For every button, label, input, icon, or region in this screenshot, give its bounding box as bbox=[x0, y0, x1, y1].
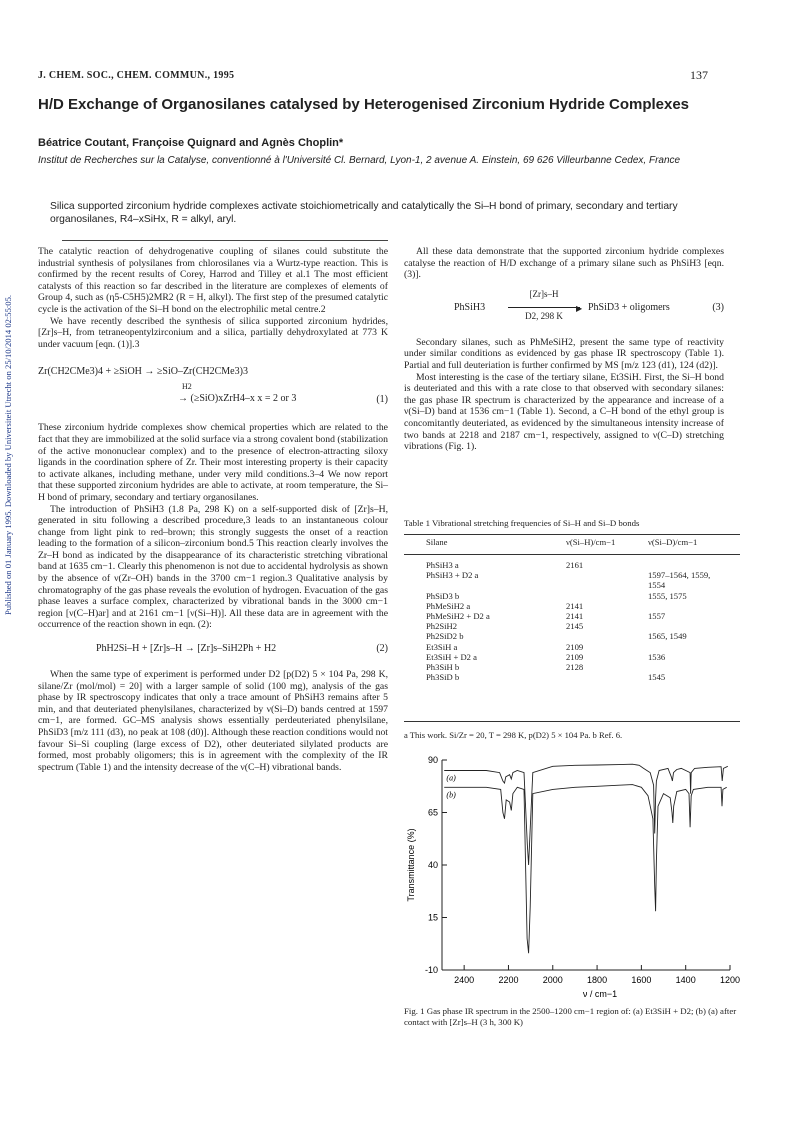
table-cell-silane: Ph3SiH b bbox=[426, 662, 460, 673]
table-cell-silane: Et3SiH + D2 a bbox=[426, 651, 477, 662]
right-paragraph-1: All these data demonstrate that the supported zirconium hydride complexes catalyse the reaction of H/D exchange of a primary silane such as PhSiH3 [eqn. (3)]. bbox=[404, 246, 724, 281]
equation-1-over: H2 bbox=[182, 381, 192, 391]
table-cell-silane: PhSiD3 b bbox=[426, 590, 460, 601]
table-cell-silane: Ph2SiD2 b bbox=[426, 631, 464, 642]
equation-1-line-1: Zr(CH2CMe3)4 + ≥SiOH → ≥SiO–Zr(CH2CMe3)3 bbox=[38, 366, 248, 378]
table-cell-sid bbox=[648, 621, 740, 631]
table-header-sih: ν(Si–H)/cm−1 bbox=[566, 537, 616, 547]
table-cell-sid: 1557 bbox=[648, 611, 666, 622]
equation-2-number: (2) bbox=[376, 643, 388, 655]
x-tick-label: 1400 bbox=[675, 975, 696, 985]
table-1-body bbox=[404, 560, 740, 682]
table-cell-sih: 2145 bbox=[566, 621, 584, 632]
table-header-silane: Silane bbox=[426, 537, 448, 547]
y-tick-label: 90 bbox=[427, 755, 438, 765]
table-cell-sih: 2109 bbox=[566, 641, 584, 652]
table-row bbox=[404, 560, 740, 570]
table-cell-sih bbox=[566, 631, 648, 641]
table-cell-sid bbox=[648, 601, 740, 611]
y-tick-label: 65 bbox=[427, 807, 438, 818]
equation-1-line-2: → (≥SiO)xZrH4–x x = 2 or 3 bbox=[178, 392, 297, 404]
table-cell-sid: 1555, 1575 bbox=[648, 590, 687, 601]
table-cell-sid bbox=[648, 642, 740, 652]
table-row bbox=[404, 601, 740, 611]
equation-2 bbox=[96, 643, 388, 657]
y-tick-label: 15 bbox=[427, 912, 438, 923]
left-column bbox=[38, 246, 388, 773]
equation-3-top: [Zr]s–H bbox=[529, 288, 559, 299]
table-bottom-rule bbox=[404, 721, 740, 722]
y-tick-label: 40 bbox=[427, 860, 438, 870]
x-tick-label: 2400 bbox=[454, 975, 475, 985]
table-header-sid: ν(Si–D)/cm−1 bbox=[648, 537, 698, 547]
table-1-grid bbox=[404, 537, 740, 547]
x-tick-label: 1600 bbox=[631, 975, 652, 985]
page-number: 137 bbox=[690, 68, 708, 82]
table-caption: Table 1 Vibrational stretching frequencies of Si–H and Si–D bonds bbox=[404, 518, 640, 528]
authors: Béatrice Coutant, Françoise Quignard and Agnès Choplin* bbox=[38, 137, 344, 149]
table-cell-silane: PhSiH3 a bbox=[426, 560, 459, 570]
table-cell-sid: 1565, 1549 bbox=[648, 631, 687, 642]
download-sidebar bbox=[0, 240, 18, 680]
right-paragraph-3: Most interesting is the case of the tertiary silane, Et3SiH. First, the Si–H bond is deuteriated and this with a rate close to that observed with secondary silanes: the gas phase IR spectrum is characterized by the appearance and increase of a ν(Si–D) band at 1536 cm−1 (Table 1). Second, a C–H bond of the ethyl group is concomitantly deuteriated, as evidenced by the simultaneous intensity increase of two bands at 2218 and 2187 cm−1, respectively, assigned to ν(C–D) stretching vibrations (Fig. 1). bbox=[404, 371, 724, 453]
table-cell-sih bbox=[566, 580, 648, 590]
table-row bbox=[404, 570, 740, 580]
left-paragraph-3: These zirconium hydride complexes show chemical properties which are related to the fact that they are immobilized at the solid surface via a strong covalent bond (stabilization of the active mononuclear complex) and to the presence of electron-attracting siloxy ligands in the coordination sphere of Zr. Their most interesting property is their capacity to activate alkanes, including methane, under very mild conditions.3–4 We now report that these supported zirconium hydrides are able to activate, at room temperature, the Si–H bond of primary, secondary and tertiary organosilanes. bbox=[38, 422, 388, 503]
table-cell-sih bbox=[566, 672, 648, 682]
equation-2-text: PhH2Si–H + [Zr]s–H → [Zr]s–SiH2Ph + H2 bbox=[96, 643, 277, 655]
table-header-rule bbox=[404, 554, 740, 555]
table-cell-sid: 1597–1564, 1559, bbox=[648, 570, 711, 581]
table-row bbox=[404, 611, 740, 621]
table-row bbox=[404, 580, 740, 590]
table-row bbox=[404, 631, 740, 641]
table-row bbox=[404, 621, 740, 631]
equation-3-right: PhSiD3 + oligomers bbox=[588, 301, 670, 313]
series-label-b: (b) bbox=[446, 790, 456, 800]
article-title: H/D Exchange of Organosilanes catalysed by Heterogenised Zirconium Hydride Complexes bbox=[38, 96, 690, 113]
right-column bbox=[404, 246, 724, 453]
download-note: Published on 01 January 1995. Downloaded by Universiteit Utrecht on 25/10/2014 02:55:05. bbox=[3, 294, 13, 616]
right-paragraph-2: Secondary silanes, such as PhMeSiH2, present the same type of reactivity under similar conditions as evidenced by gas phase IR spectroscopy (Table 1). Partial and full deuteriation is further confirmed by MS [m/z 123 (d1), 124 (d2)]. bbox=[404, 336, 724, 371]
table-row bbox=[404, 642, 740, 652]
x-tick-label: 2200 bbox=[498, 975, 519, 985]
left-paragraph-5: When the same type of experiment is performed under D2 [p(D2) 5 × 104 Pa, 298 K, silane/Zr (mol/mol) = 20] with a larger sample of solid (100 mg), analysis of the gas phase by IR spectroscopy indicates that only a trace amount of PhSiH3 remains after 5 min, and that deuteriated phenylsilanes, characterized by ν(Si–D) bands centred at 1597 cm−1, are formed. GC–MS analysis shows essentially perdeuteriated phenylsilane, PhSiD3 [m/z 111 (d3), no peak at 108 (d0)]. Although these reaction conditions would not favour Si–Si coupling (large excess of D2), other deuteriated silylated products are formed, most probably oligomers; this is in agreement with the complexity of the IR spectrum (Table 1) and the intensity decrease of the ν(C–H) vibrational bands. bbox=[38, 669, 388, 773]
series-label-a: (a) bbox=[446, 773, 456, 783]
equation-3-arrow bbox=[508, 307, 580, 308]
table-cell-sih: 2109 bbox=[566, 651, 584, 662]
equation-3-number: (3) bbox=[712, 301, 724, 313]
table-cell-sih: 2128 bbox=[566, 662, 584, 673]
x-axis-label: ν / cm−1 bbox=[582, 989, 618, 999]
table-row bbox=[404, 662, 740, 672]
equation-3-left: PhSiH3 bbox=[454, 301, 486, 313]
equation-3-bottom: D2, 298 K bbox=[525, 310, 563, 321]
table-cell-sih: 2141 bbox=[566, 600, 584, 611]
left-paragraph-2: We have recently described the synthesis of silica supported zirconium hydrides, [Zr]s–H, from tetraneopentylzirconium and a silica, partially dehydroxylated at 773 K under vacuum [eqn. (1)].3 bbox=[38, 315, 388, 350]
x-tick-label: 1200 bbox=[719, 975, 740, 985]
equation-1 bbox=[38, 366, 388, 408]
table-cell-sih: 2141 bbox=[566, 611, 584, 622]
table-cell-silane bbox=[404, 580, 566, 590]
table-1 bbox=[404, 537, 740, 547]
table-cell-silane: PhMeSiH2 + D2 a bbox=[426, 611, 490, 622]
table-cell-sid: 1554 bbox=[648, 580, 666, 591]
table-cell-sih bbox=[566, 570, 648, 580]
abstract-rule bbox=[62, 240, 388, 241]
table-top-rule bbox=[404, 534, 740, 535]
affiliation: Institut de Recherches sur la Catalyse, conventionné à l'Université Cl. Bernard, Lyon-1, 2 avenue A. Einstein, 69 626 Villeurbanne Cedex, France bbox=[38, 155, 681, 166]
figure-caption: Fig. 1 Gas phase IR spectrum in the 2500–1200 cm−1 region of: (a) Et3SiH + D2; (b) (a) after contact with [Zr]s–H (3 h, 300 K) bbox=[404, 1006, 737, 1027]
table-row bbox=[404, 672, 740, 682]
equation-3 bbox=[404, 289, 724, 329]
table-cell-silane: Ph2SiH2 bbox=[426, 621, 458, 632]
left-paragraph-4: The introduction of PhSiH3 (1.8 Pa, 298 K) on a self-supported disk of [Zr]s–H, generated in situ following a described procedure,3 leads to an instantaneous colour change from light pink to red–brown; this strongly suggests the onset of a reaction leading to the formation of a silicon–zirconium bond.5 This reaction clearly involves the Zr–H bond as indicated by the disappearance of its characteristic stretching vibrational band at 1635 cm−1. Clearly this phenomenon is not due to accidental hydrolysis as shown by the absence of ν(Zr–OH) bands in the 3700 cm−1 region.3 Qualitative analysis by chromatography of the gas phase reveals the evolution of hydrogen. Evacuation of the gas phase leaves a surface complex, characterized by vibrational bands in the 3000 cm−1 region [ν(C–H)ar] and at 2161 cm−1 [ν(Si–H)]. All these data are in agreement with the occurrence of the reaction shown in eqn. (2): bbox=[38, 503, 388, 631]
table-cell-sih: 2161 bbox=[566, 560, 584, 570]
abstract: Silica supported zirconium hydride complexes activate stoichiometrically and catalytically the Si–H bond of primary, secondary and tertiary organosilanes, R4–xSiHx, R = alkyl, aryl. bbox=[50, 201, 678, 225]
table-cell-sid bbox=[648, 662, 740, 672]
equation-3-arrowhead: ▶ bbox=[576, 303, 583, 313]
equation-1-number: (1) bbox=[376, 394, 388, 406]
journal-header: J. CHEM. SOC., CHEM. COMMUN., 1995 bbox=[38, 70, 235, 81]
x-tick-label: 1800 bbox=[587, 975, 608, 985]
table-cell-sid: 1545 bbox=[648, 672, 666, 683]
y-tick-label: -10 bbox=[424, 965, 438, 975]
table-cell-sid bbox=[648, 560, 740, 570]
x-tick-label: 2000 bbox=[542, 975, 563, 985]
table-cell-silane: Et3SiH a bbox=[426, 641, 458, 652]
table-footnote: a This work. Si/Zr = 20, T = 298 K, p(D2) 5 × 104 Pa. b Ref. 6. bbox=[404, 730, 623, 740]
y-axis-label: Transmittance (%) bbox=[406, 828, 416, 902]
spectrum-line-b bbox=[444, 785, 727, 954]
table-row bbox=[404, 652, 740, 662]
table-cell-silane: PhMeSiH2 a bbox=[426, 600, 471, 611]
ir-spectrum-chart bbox=[400, 748, 740, 1006]
table-1-body-grid bbox=[404, 560, 740, 682]
table-row bbox=[404, 591, 740, 601]
table-cell-sih bbox=[566, 591, 648, 601]
table-cell-silane: Ph3SiD b bbox=[426, 672, 460, 683]
table-header-row bbox=[404, 537, 740, 547]
spectrum-line-a bbox=[444, 764, 728, 865]
table-cell-silane: PhSiH3 + D2 a bbox=[426, 570, 479, 581]
table-cell-sid: 1536 bbox=[648, 651, 666, 662]
left-paragraph-1: The catalytic reaction of dehydrogenative coupling of silanes could substitute the industrial synthesis of polysilanes from chlorosilanes via a Wurtz-type reaction. This is confirmed by the recent results of Corey, Harrod and Tilley et al.1 The most efficient catalysts of this reaction so far described in the literature are complexes of elements of Group 4, such as (η5-C5H5)2MR2 (R = H, alkyl). The first step of the presumed catalytic cycle is the activation of the Si–H bond on the electrophilic metal centre.2 bbox=[38, 246, 388, 315]
